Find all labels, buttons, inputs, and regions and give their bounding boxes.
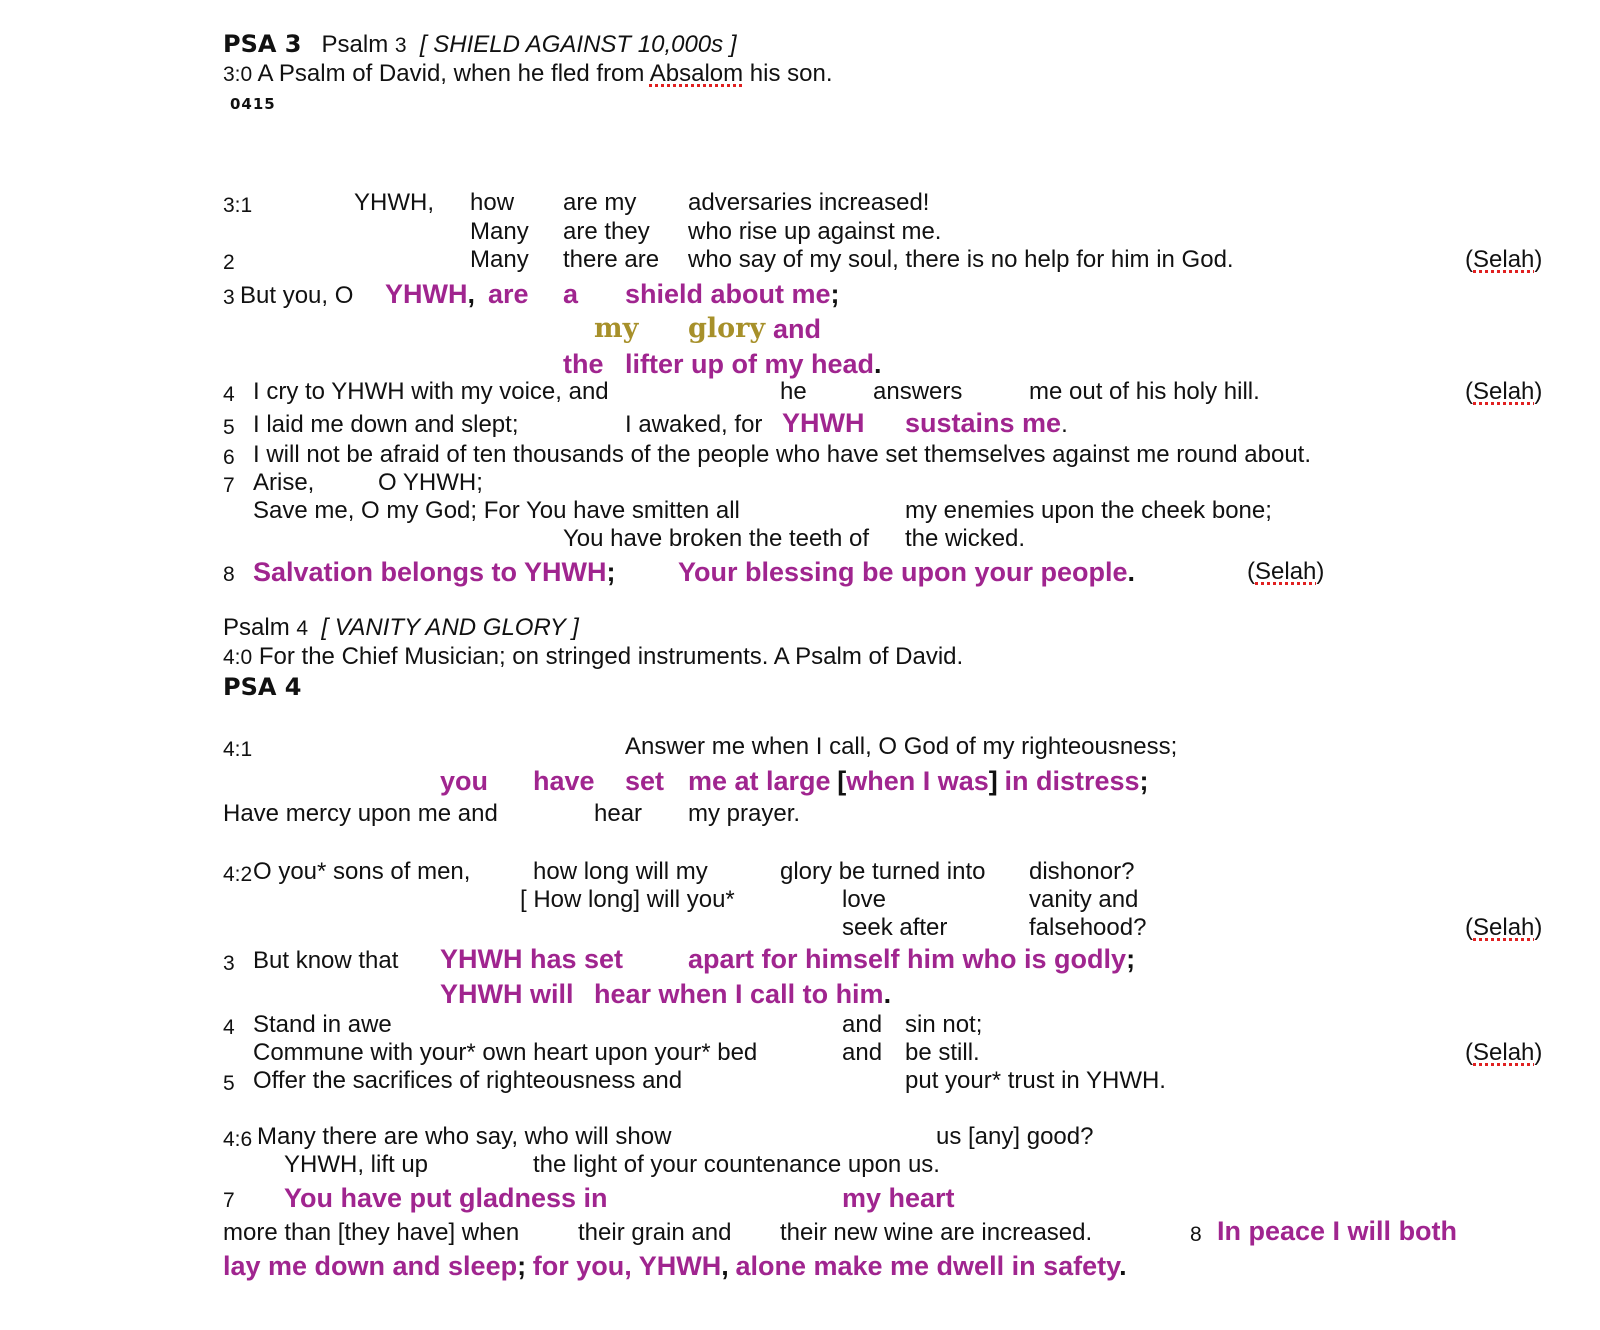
verse-text: seek after [842, 914, 948, 941]
verse-text: Save me, O my God; For You have smitten all [253, 497, 740, 524]
verse-ref: 8 [1190, 1223, 1202, 1246]
page-code: 0415 [230, 95, 276, 113]
emphasis-text: for you, YHWH [532, 1251, 722, 1281]
verse-text: and [842, 1039, 883, 1066]
emphasis-text: my heart [842, 1183, 955, 1213]
verse-text: Stand in awe [253, 1011, 392, 1038]
emphasis-text: lifter up of my head [625, 349, 875, 379]
emphasis-text: YHWH has set [440, 944, 624, 974]
verse-text: You have broken the teeth of [563, 525, 870, 552]
emphasis-text: the [563, 349, 604, 379]
psa3-heading-line [223, 30, 737, 60]
psa4-psalm-word: Psalm [223, 614, 290, 641]
emphasis-text: when I was [846, 766, 989, 796]
selah-note: (Selah) [1465, 378, 1543, 405]
psa4-heading-line [223, 614, 579, 643]
emphasis-text: me at large [688, 766, 831, 796]
punctuation: . [1061, 411, 1068, 438]
psa3-title: [ SHIELD AGAINST 10,000s ] [419, 31, 737, 58]
verse-text: I cry to YHWH with my voice, and [253, 378, 609, 405]
verse-text: who say of my soul, there is no help for him in God. [688, 246, 1234, 273]
verse-text: put your* trust in YHWH. [905, 1067, 1166, 1094]
verse-text: But you, O [240, 282, 354, 309]
emphasis-text: are [488, 279, 529, 309]
verse-text: Answer me when I call, O God of my righteousness; [625, 733, 1178, 760]
punctuation: ; [517, 1251, 527, 1281]
emphasis-text: alone make me dwell in safety [735, 1251, 1120, 1281]
verse-text: their grain and [578, 1219, 732, 1246]
verse-ref: 6 [223, 446, 235, 469]
punctuation: . [874, 349, 882, 379]
verse-text: my enemies upon the cheek bone; [905, 497, 1272, 524]
emphasis-text: YHWH will [440, 979, 574, 1009]
selah-note: (Selah) [1247, 558, 1325, 585]
verse-ref: 4:0 [223, 646, 253, 669]
sup-text: A Psalm of David, when he fled from [257, 60, 645, 87]
verse-text: I will not be afraid of ten thousands of the people who have set themselves against me round about. [253, 441, 1312, 468]
spell-flag-selah[interactable]: Selah [1473, 914, 1535, 941]
verse-text: who rise up against me. [688, 218, 942, 245]
punctuation: . [883, 979, 892, 1009]
punctuation: , [721, 1251, 729, 1281]
verse-ref: 3 [223, 952, 235, 975]
verse-text: Arise, [253, 469, 315, 496]
verse-ref: 5 [223, 416, 235, 439]
verse-ref: 3 [223, 286, 235, 309]
verse-text: [ How long] will you* [520, 886, 735, 913]
verse-text: O YHWH; [378, 469, 483, 496]
verse-ref: 2 [223, 251, 235, 274]
verse-text: love [842, 886, 887, 913]
verse-text: adversaries increased! [688, 189, 930, 216]
psa3-superscription [223, 60, 833, 89]
spell-flag-selah[interactable]: Selah [1255, 558, 1317, 585]
verse-text: how [470, 189, 515, 216]
verse-text: Many [470, 246, 529, 273]
emphasis-text: you [440, 766, 489, 796]
emphasis-text: hear when I call to him [594, 979, 884, 1009]
emphasis-text: lay me down and sleep [223, 1251, 518, 1281]
psa3-book-ref: PSA 3 [223, 30, 302, 58]
selah-note: (Selah) [1465, 1039, 1543, 1066]
sup-text: For the Chief Musician; on stringed instruments. A Psalm of David. [258, 643, 964, 670]
emphasis-text-gold: glory [688, 313, 766, 344]
verse-text: I awaked, for [625, 411, 763, 438]
verse-text: O you* sons of men, [253, 858, 471, 885]
emphasis-text: a [563, 279, 579, 309]
verse-ref: 3:0 [223, 63, 253, 86]
verse-text: the wicked. [905, 525, 1026, 552]
punctuation: ; [830, 279, 840, 309]
psa4-superscription [223, 643, 963, 672]
psa4-book-ref: PSA 4 [223, 673, 302, 701]
emphasis-text: in distress [1004, 766, 1140, 796]
verse-text: Many there are who say, who will show [257, 1123, 672, 1150]
emphasis-text: You have put gladness in [284, 1183, 608, 1213]
verse-ref: 7 [223, 474, 235, 497]
spell-flag-absalom[interactable]: Absalom [649, 60, 744, 87]
spell-flag-selah[interactable]: Selah [1473, 378, 1535, 405]
emphasis-text-gold: my [594, 313, 639, 344]
spell-flag-selah[interactable]: Selah [1473, 246, 1535, 273]
verse-ref: 8 [223, 563, 235, 586]
verse-text: my prayer. [688, 800, 801, 827]
verse-ref: 4 [223, 383, 235, 406]
verse-text: dishonor? [1029, 858, 1135, 885]
emphasis-text: Salvation belongs to YHWH [253, 557, 607, 587]
punctuation: , [467, 279, 476, 309]
verse-text: the light of your countenance upon us. [533, 1151, 940, 1178]
punctuation: [ [837, 766, 847, 796]
psa3-psalm-word: Psalm [321, 31, 389, 58]
emphasis-text: set [625, 766, 665, 796]
verse-text: falsehood? [1029, 914, 1147, 941]
emphasis-text: sustains me [905, 408, 1062, 438]
sup-text-end: his son. [749, 60, 833, 87]
verse-text: us [any] good? [936, 1123, 1094, 1150]
punctuation: ] [988, 766, 998, 796]
verse-text: glory be turned into [780, 858, 986, 885]
punctuation: ; [606, 557, 616, 587]
psa4-psalm-num: 4 [296, 617, 309, 640]
punctuation: . [1119, 1251, 1127, 1281]
punctuation: ; [1126, 944, 1136, 974]
verse-ref: 3:1 [223, 194, 253, 217]
verse-text: vanity and [1029, 886, 1139, 913]
verse-text: their new wine are increased. [780, 1219, 1093, 1246]
emphasis-text: YHWH [385, 279, 468, 309]
verse-text: are my [563, 189, 637, 216]
punctuation: . [1127, 557, 1136, 587]
verse-ref: 5 [223, 1072, 235, 1095]
psa4-title: [ VANITY AND GLORY ] [321, 614, 579, 641]
verse-text: hear [594, 800, 643, 827]
verse-text: are they [563, 218, 650, 245]
emphasis-text: shield about me [625, 279, 831, 309]
verse-text: more than [they have] when [223, 1219, 520, 1246]
verse-ref: 4:2 [223, 863, 253, 886]
verse-text: YHWH, [354, 189, 434, 216]
verse-text: be still. [905, 1039, 980, 1066]
selah-note: (Selah) [1465, 914, 1543, 941]
selah-note: (Selah) [1465, 246, 1543, 273]
emphasis-text: have [533, 766, 595, 796]
verse-text: Commune with your* own heart upon your* bed [253, 1039, 758, 1066]
verse-text: and [842, 1011, 883, 1038]
verse-text: But know that [253, 947, 399, 974]
spell-flag-selah[interactable]: Selah [1473, 1039, 1535, 1066]
psa3-psalm-num: 3 [394, 34, 407, 57]
verse-text: me out of his holy hill. [1029, 378, 1260, 405]
verse-ref: 7 [223, 1189, 235, 1212]
emphasis-text: In peace I will both [1217, 1216, 1458, 1246]
emphasis-text: Your blessing be upon your people [678, 557, 1128, 587]
verse-text: sin not; [905, 1011, 983, 1038]
verse-text: there are [563, 246, 660, 273]
verse-ref: 4 [223, 1016, 235, 1039]
verse-text: YHWH, lift up [284, 1151, 429, 1178]
verse-text: Offer the sacrifices of righteousness and [253, 1067, 683, 1094]
verse-text: answers [873, 378, 963, 405]
emphasis-text: apart for himself him who is godly [688, 944, 1127, 974]
verse-ref: 4:6 [223, 1128, 253, 1151]
verse-text: how long will my [533, 858, 708, 885]
verse-text: Have mercy upon me and [223, 800, 498, 827]
verse-text: he [780, 378, 807, 405]
verse-ref: 4:1 [223, 738, 253, 761]
emphasis-text: and [773, 314, 822, 344]
verse-text: I laid me down and slept; [253, 411, 519, 438]
punctuation: ; [1139, 766, 1149, 796]
verse-text: Many [470, 218, 529, 245]
emphasis-text: YHWH [782, 408, 865, 438]
